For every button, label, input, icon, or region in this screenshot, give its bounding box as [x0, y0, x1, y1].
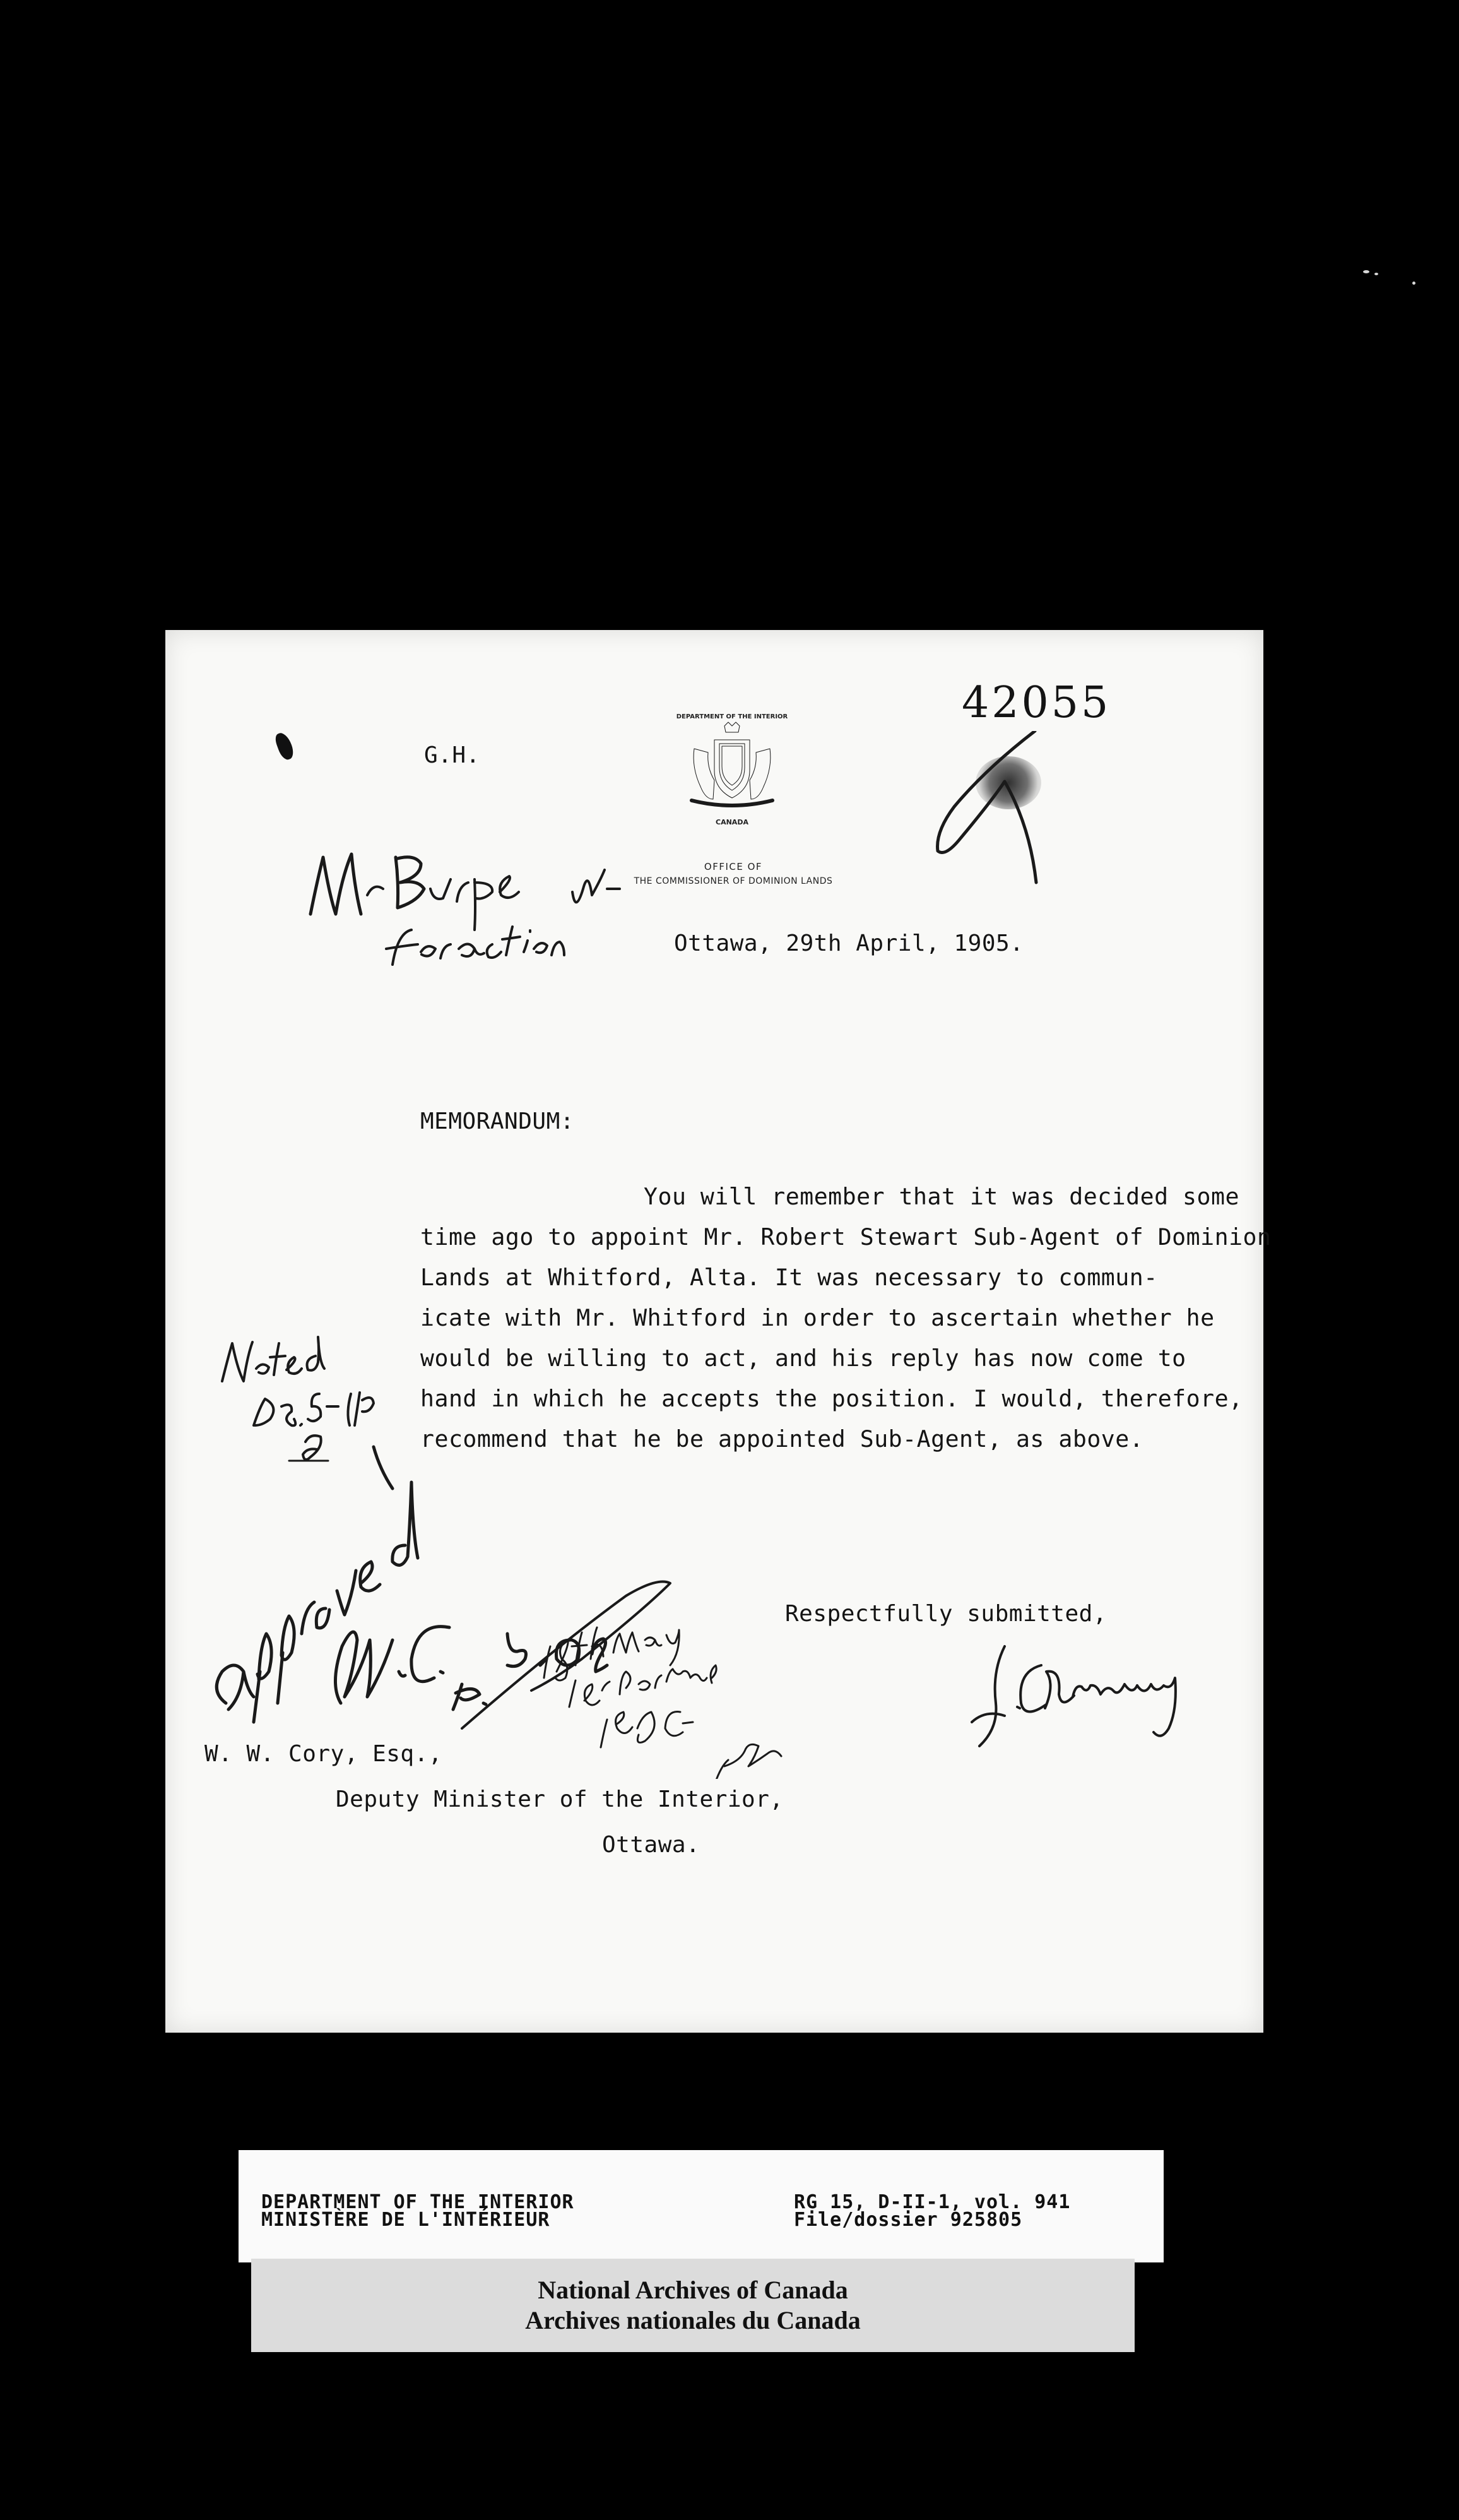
seal-bottom-text: CANADA [716, 818, 748, 826]
addressee-name: W. W. Cory, Esq., [204, 1741, 442, 1767]
memo-heading: MEMORANDUM: [420, 1108, 574, 1134]
body-line: You will remember that it was decided some [644, 1183, 1239, 1210]
archive-name-fr: Archives nationales du Canada [525, 2306, 861, 2334]
body-line: would be willing to act, and his reply has now come to [420, 1345, 1186, 1372]
dust-speck [1363, 270, 1369, 273]
body-line: icate with Mr. Whitford in order to ascertain whether he [420, 1304, 1215, 1331]
closing: Respectfully submitted, [785, 1601, 1107, 1627]
addressee-title: Deputy Minister of the Interior, [336, 1786, 784, 1812]
initials: G.H. [424, 742, 480, 768]
office-line-1: OFFICE OF [704, 861, 763, 872]
handwritten-note-15th-may [531, 1577, 822, 1779]
handwritten-signature [967, 1634, 1232, 1747]
body-line: Lands at Whitford, Alta. It was necessary to commun- [420, 1264, 1158, 1291]
seal-top-text: DEPARTMENT OF THE INTERIOR [676, 713, 788, 720]
handwritten-note-burpe [292, 819, 632, 996]
label-department-fr: MINISTÈRE DE L'INTÉRIEUR [261, 2209, 550, 2231]
body-line: hand in which he accepts the position. I would, therefore, [420, 1385, 1243, 1412]
label-department-en: DEPARTMENT OF THE INTERIOR [261, 2191, 574, 2213]
body-line: time ago to appoint Mr. Robert Stewart Sub-Agent of Dominion [420, 1223, 1272, 1251]
dust-speck [1412, 282, 1415, 285]
archive-reference-label [239, 2150, 1164, 2262]
office-line-2: THE COMMISSIONER OF DOMINION LANDS [634, 876, 833, 886]
archive-name-en: National Archives of Canada [538, 2276, 848, 2304]
ink-mark [273, 731, 296, 762]
dust-speck [1374, 273, 1378, 275]
file-number: 42055 [962, 678, 1111, 728]
body-line: recommend that he be appointed Sub-Agent, as above. [420, 1425, 1144, 1453]
handwritten-check-mark [910, 731, 1061, 895]
archive-name-label [251, 2259, 1135, 2352]
memo-page [165, 630, 1272, 2033]
dateline: Ottawa, 29th April, 1905. [674, 930, 1024, 956]
coat-of-arms-seal [669, 704, 795, 831]
label-file: File/dossier 925805 [794, 2209, 1023, 2231]
label-reference: RG 15, D-II-1, vol. 941 [794, 2191, 1071, 2213]
addressee-city: Ottawa. [602, 1832, 700, 1858]
